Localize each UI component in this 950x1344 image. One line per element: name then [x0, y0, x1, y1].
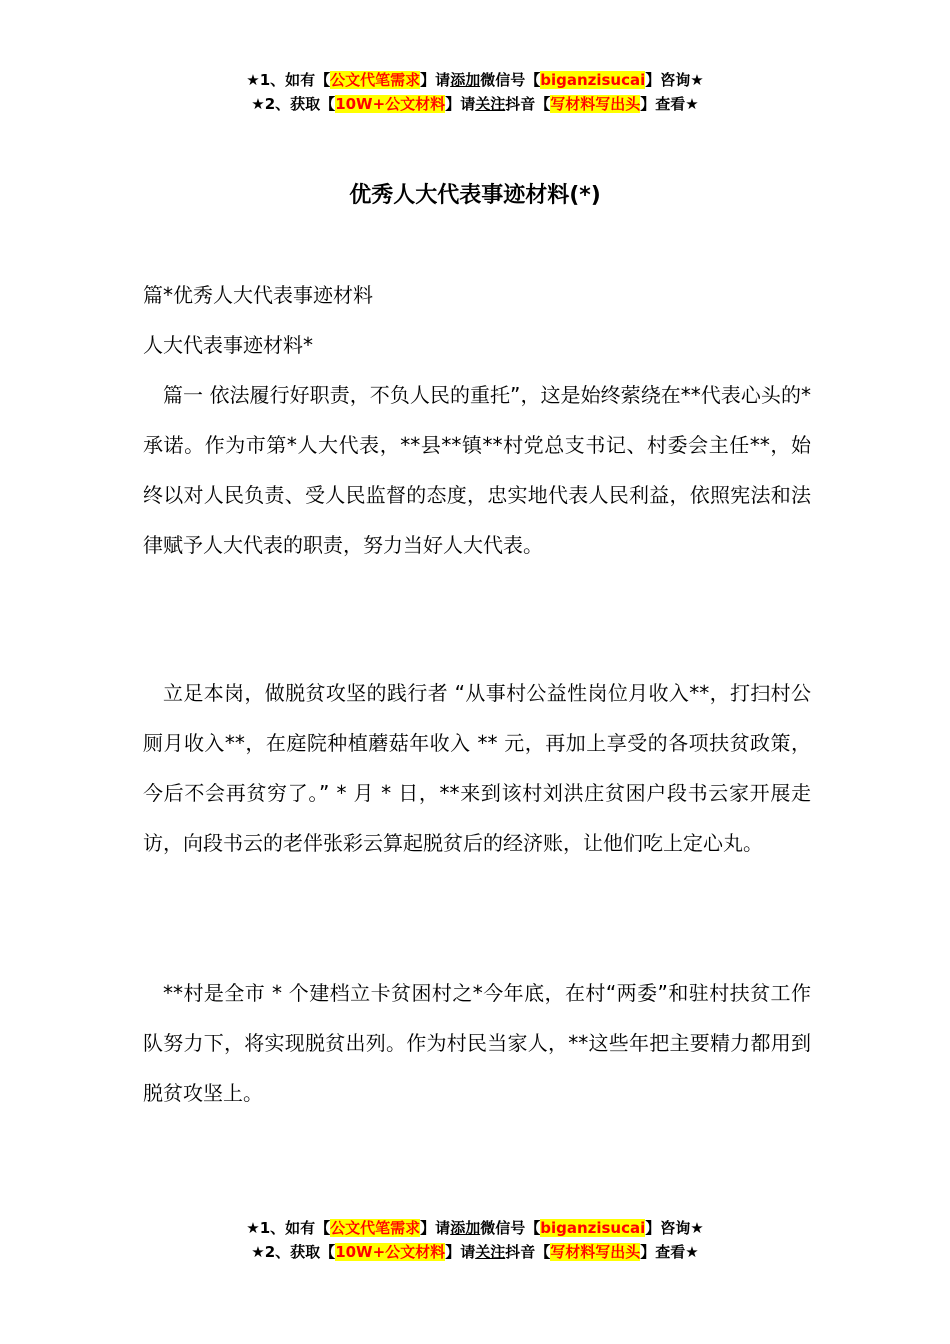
- underlined-text: 关注: [475, 1243, 506, 1261]
- highlight-text: 公文代笔需求: [330, 1219, 421, 1237]
- banner-text: ★1、如有【: [246, 71, 331, 89]
- paragraph-2: [143, 668, 811, 868]
- banner-text: 】请: [445, 95, 476, 113]
- header-banner: [0, 68, 950, 116]
- banner-text: 】请: [420, 1219, 451, 1237]
- wechat-id-highlight: biganzisucai: [540, 71, 646, 89]
- footer-banner: [0, 1216, 950, 1264]
- douyin-id-highlight: 写材料写出头: [550, 95, 641, 113]
- banner-text: 抖音【: [505, 1243, 551, 1261]
- banner-text: 】咨询★: [645, 1219, 704, 1237]
- section-subheading: 人大代表事迹材料*: [143, 333, 313, 357]
- banner-text: 微信号【: [480, 71, 541, 89]
- banner-text: 】咨询★: [645, 71, 704, 89]
- paragraph-text: 篇一 依法履行好职责，不负人民的重托”，这是始终萦绕在**代表心头的*承诺。作为市第*人大代表，**县**镇**村党总支书记、村委会主任**，始终以对人民负责、受人民监督的态度，忠实地代表人民利益，依照宪法和法律赋予人大代表的职责，努力当好人大代表。: [143, 383, 811, 557]
- highlight-text: 公文代笔需求: [330, 71, 421, 89]
- paragraph-1: [143, 370, 811, 570]
- banner-text: 抖音【: [505, 95, 551, 113]
- underlined-text: 关注: [475, 95, 506, 113]
- paragraph-text: **村是全市 * 个建档立卡贫困村之*今年底，在村“两委”和驻村扶贫工作队努力下，将实现脱贫出列。作为村民当家人，**这些年把主要精力都用到脱贫攻坚上。: [143, 981, 811, 1105]
- banner-line-2: [0, 1240, 950, 1264]
- highlight-text: 10W+公文材料: [335, 1243, 446, 1261]
- highlight-text: 10W+公文材料: [335, 95, 446, 113]
- underlined-text: 添加: [450, 71, 481, 89]
- banner-text: 微信号【: [480, 1219, 541, 1237]
- banner-text: ★1、如有【: [246, 1219, 331, 1237]
- document-title: 优秀人大代表事迹材料(*): [349, 183, 601, 208]
- banner-line-2: [0, 92, 950, 116]
- banner-line-1: [0, 1216, 950, 1240]
- wechat-id-highlight: biganzisucai: [540, 1219, 646, 1237]
- banner-text: 】请: [445, 1243, 476, 1261]
- banner-text: ★2、获取【: [251, 1243, 336, 1261]
- banner-text: 】查看★: [640, 1243, 699, 1261]
- paragraph-3: [143, 968, 811, 1118]
- paragraph-text: 立足本岗，做脱贫攻坚的践行者 “从事村公益性岗位月收入**，打扫村公厕月收入**，在庭院种植蘑菇年收入 ** 元，再加上享受的各项扶贫政策，今后不会再贫穷了。” * 月 * 日，**来到该村刘洪庄贫困户段书云家开展走访，向段书云的老伴张彩云算起脱贫后的经济账，让他们吃上定心丸。: [143, 681, 811, 855]
- banner-text: ★2、获取【: [251, 95, 336, 113]
- banner-text: 】查看★: [640, 95, 699, 113]
- section-heading: 篇*优秀人大代表事迹材料: [143, 283, 373, 307]
- underlined-text: 添加: [450, 1219, 481, 1237]
- banner-line-1: [0, 68, 950, 92]
- douyin-id-highlight: 写材料写出头: [550, 1243, 641, 1261]
- banner-text: 】请: [420, 71, 451, 89]
